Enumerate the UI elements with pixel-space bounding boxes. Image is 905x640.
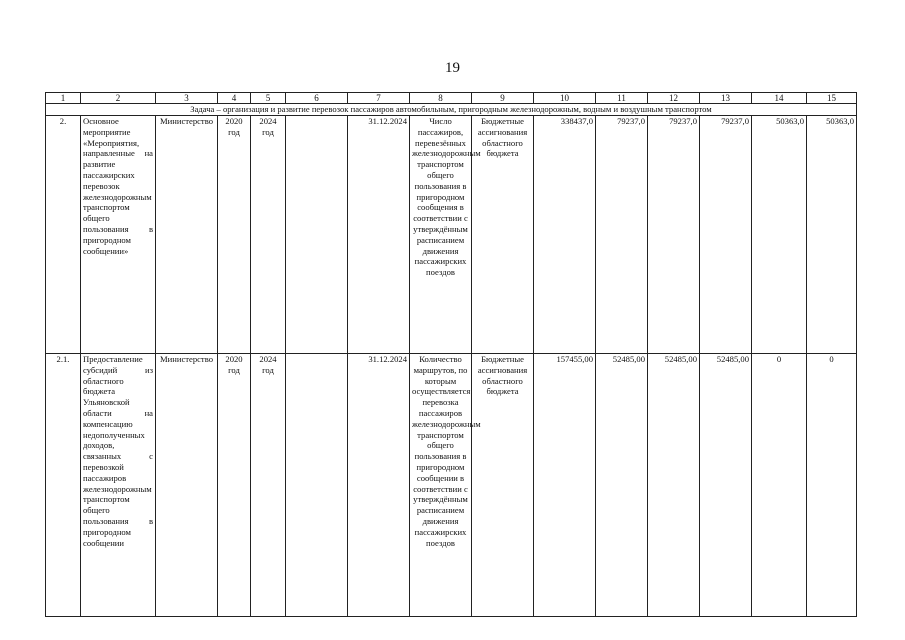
deadline-date: 31.12.2024 <box>348 116 410 354</box>
end-year: 2024 год <box>251 116 286 354</box>
col-header: 15 <box>807 93 857 104</box>
col-header: 10 <box>534 93 596 104</box>
col-header: 9 <box>472 93 534 104</box>
empty-cell <box>286 354 348 617</box>
col-header: 6 <box>286 93 348 104</box>
measure-name: Предоставление субсидий из областного бюджета Ульяновской области на компенсацию недополученных доходов, связанных с перевозкой пассажиров железнодорожным транспортом общего пользования в пригородном сообщении <box>81 354 156 617</box>
task-title: Задача – организация и развитие перевозок пассажиров автомобильным, пригородным железнодорожным, водным и воздушным транспортом <box>46 104 857 116</box>
col-header: 5 <box>251 93 286 104</box>
year-amount: 79237,0 <box>596 116 648 354</box>
col-header: 2 <box>81 93 156 104</box>
row-number: 2. <box>46 116 81 354</box>
year-amount: 52485,00 <box>700 354 752 617</box>
table-row <box>46 354 857 617</box>
column-numbers-row <box>46 93 857 104</box>
start-year: 2020 год <box>218 116 251 354</box>
total-amount: 338437,0 <box>534 116 596 354</box>
col-header: 4 <box>218 93 251 104</box>
year-amount: 0 <box>807 354 857 617</box>
start-year: 2020 год <box>218 354 251 617</box>
table-row <box>46 116 857 354</box>
funding-source: Бюджетные ассигнования областного бюджета <box>472 116 534 354</box>
col-header: 11 <box>596 93 648 104</box>
col-header: 3 <box>156 93 218 104</box>
indicator: Количество маршрутов, по которым осуществляется перевозка пассажиров железнодорожным транспортом общего пользования в пригородном сообщении в соответствии с утверждённым расписанием движения пассажирских поездов <box>410 354 472 617</box>
year-amount: 79237,0 <box>700 116 752 354</box>
year-amount: 0 <box>752 354 807 617</box>
col-header: 8 <box>410 93 472 104</box>
year-amount: 79237,0 <box>648 116 700 354</box>
page-number: 19 <box>445 60 460 76</box>
indicator: Число пассажиров, перевезённых железнодорожным транспортом общего пользования в пригородном сообщения в соответствии с утверждённым расписанием движения пассажирских поездов <box>410 116 472 354</box>
col-header: 12 <box>648 93 700 104</box>
col-header: 7 <box>348 93 410 104</box>
executor: Министерство <box>156 354 218 617</box>
empty-cell <box>286 116 348 354</box>
program-table <box>45 92 857 617</box>
col-header: 13 <box>700 93 752 104</box>
col-header: 1 <box>46 93 81 104</box>
row-number: 2.1. <box>46 354 81 617</box>
year-amount: 50363,0 <box>807 116 857 354</box>
deadline-date: 31.12.2024 <box>348 354 410 617</box>
end-year: 2024 год <box>251 354 286 617</box>
year-amount: 52485,00 <box>596 354 648 617</box>
year-amount: 50363,0 <box>752 116 807 354</box>
year-amount: 52485,00 <box>648 354 700 617</box>
total-amount: 157455,00 <box>534 354 596 617</box>
task-row <box>46 104 857 116</box>
measure-name: Основное мероприятие «Мероприятия, направленные на развитие пассажирских перевозок железнодорожным транспортом общего пользования в пригородном сообщении» <box>81 116 156 354</box>
col-header: 14 <box>752 93 807 104</box>
funding-source: Бюджетные ассигнования областного бюджета <box>472 354 534 617</box>
executor: Министерство <box>156 116 218 354</box>
